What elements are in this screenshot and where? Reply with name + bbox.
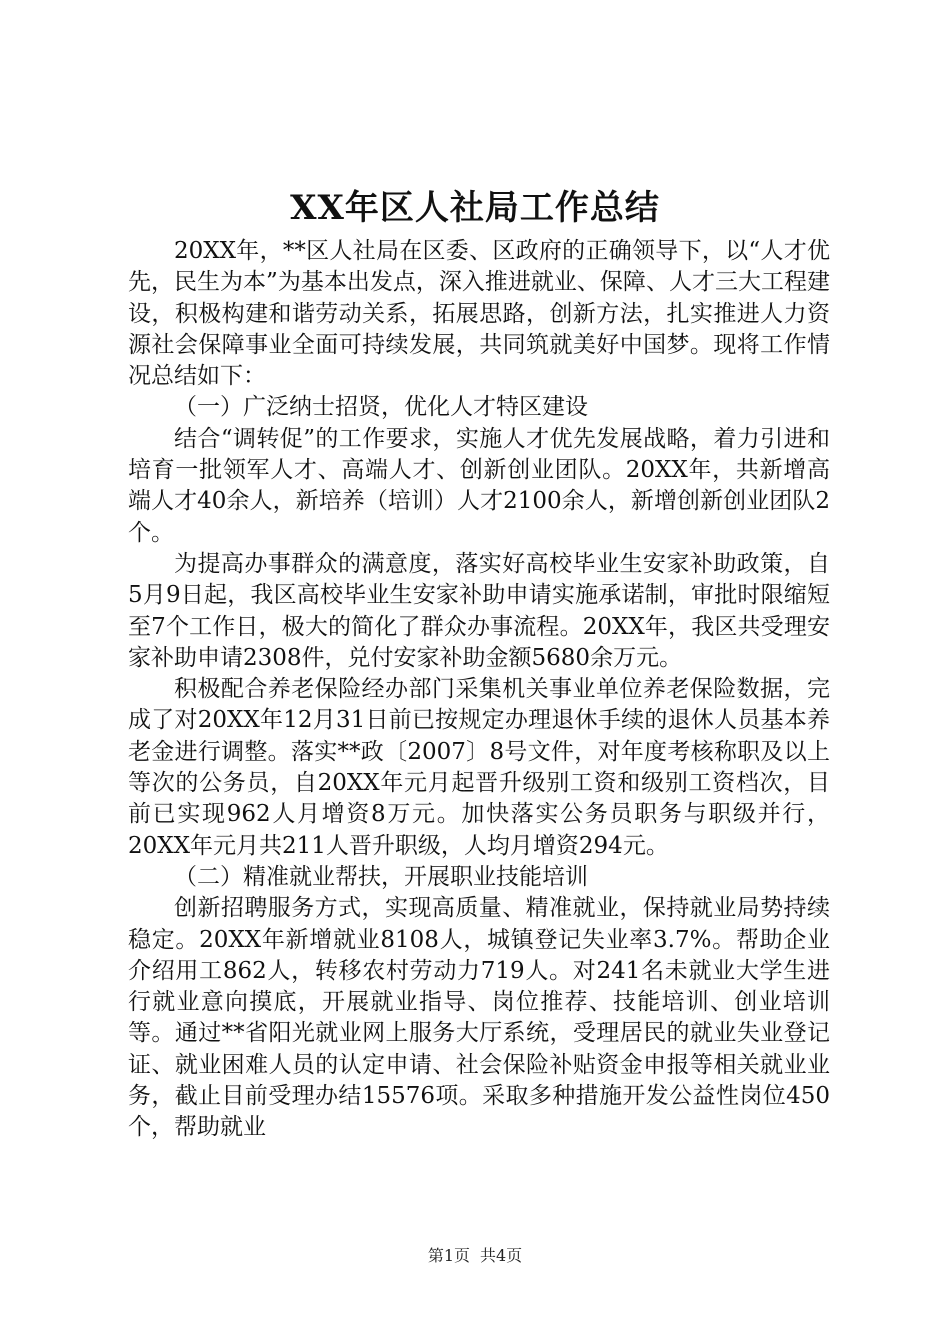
- page-total: 共4页: [480, 1246, 523, 1265]
- section-heading-1: （一）广泛纳士招贤，优化人才特区建设: [174, 394, 588, 421]
- body-paragraph: 结合“调转促”的工作要求，实施人才优先发展战略，着力引进和培育一批领军人才、高端人才、创新创业团队。20XX年，共新增高端人才40余人，新培养（培训）人才2100余人，新增创新创业团队2个。: [128, 425, 830, 546]
- body-paragraph: 创新招聘服务方式，实现高质量、精准就业，保持就业局势持续稳定。20XX年新增就业8108人，城镇登记失业率3.7%。帮助企业介绍用工862人，转移农村劳动力719人。对241名未就业大学生进行就业意向摸底，开展就业指导、岗位推荐、技能培训、创业培训等。通过**省阳光就业网上服务大厅系统，受理居民的就业失业登记证、就业困难人员的认定申请、社会保险补贴资金申报等相关就业业务，截止目前受理办结15576项。采取多种措施开发公益性岗位450个，帮助就业: [128, 895, 830, 1141]
- body-paragraph: 为提高办事群众的满意度，落实好高校毕业生安家补助政策，自5月9日起，我区高校毕业生安家补助申请实施承诺制，审批时限缩短至7个工作日，极大的简化了群众办事流程。20XX年，我区共受理安家补助申请2308件，兑付安家补助金额5680余万元。: [128, 550, 830, 671]
- document-body: [128, 236, 830, 1144]
- intro-paragraph: 20XX年，**区人社局在区委、区政府的正确领导下，以“人才优先，民生为本”为基本出发点，深入推进就业、保障、人才三大工程建设，积极构建和谐劳动关系，拓展思路，创新方法，扎实推进人力资源社会保障事业全面可持续发展，共同筑就美好中国梦。现将工作情况总结如下：: [128, 238, 830, 390]
- document-title: XX年区人社局工作总结: [290, 188, 660, 228]
- page-footer: [0, 1244, 950, 1268]
- body-paragraph: 积极配合养老保险经办部门采集机关事业单位养老保险数据，完成了对20XX年12月31日前已按规定办理退休手续的退休人员基本养老金进行调整。落实**政〔2007〕8号文件，对年度考核称职及以上等次的公务员，自20XX年元月起晋升级别工资和级别工资档次，目前已实现962人月增资8万元。加快落实公务员职务与职级并行，20XX年元月共211人晋升职级，人均月增资294元。: [128, 676, 830, 859]
- page-number: 第1页: [427, 1246, 470, 1265]
- section-heading-2: （二）精准就业帮扶，开展职业技能培训: [174, 863, 588, 890]
